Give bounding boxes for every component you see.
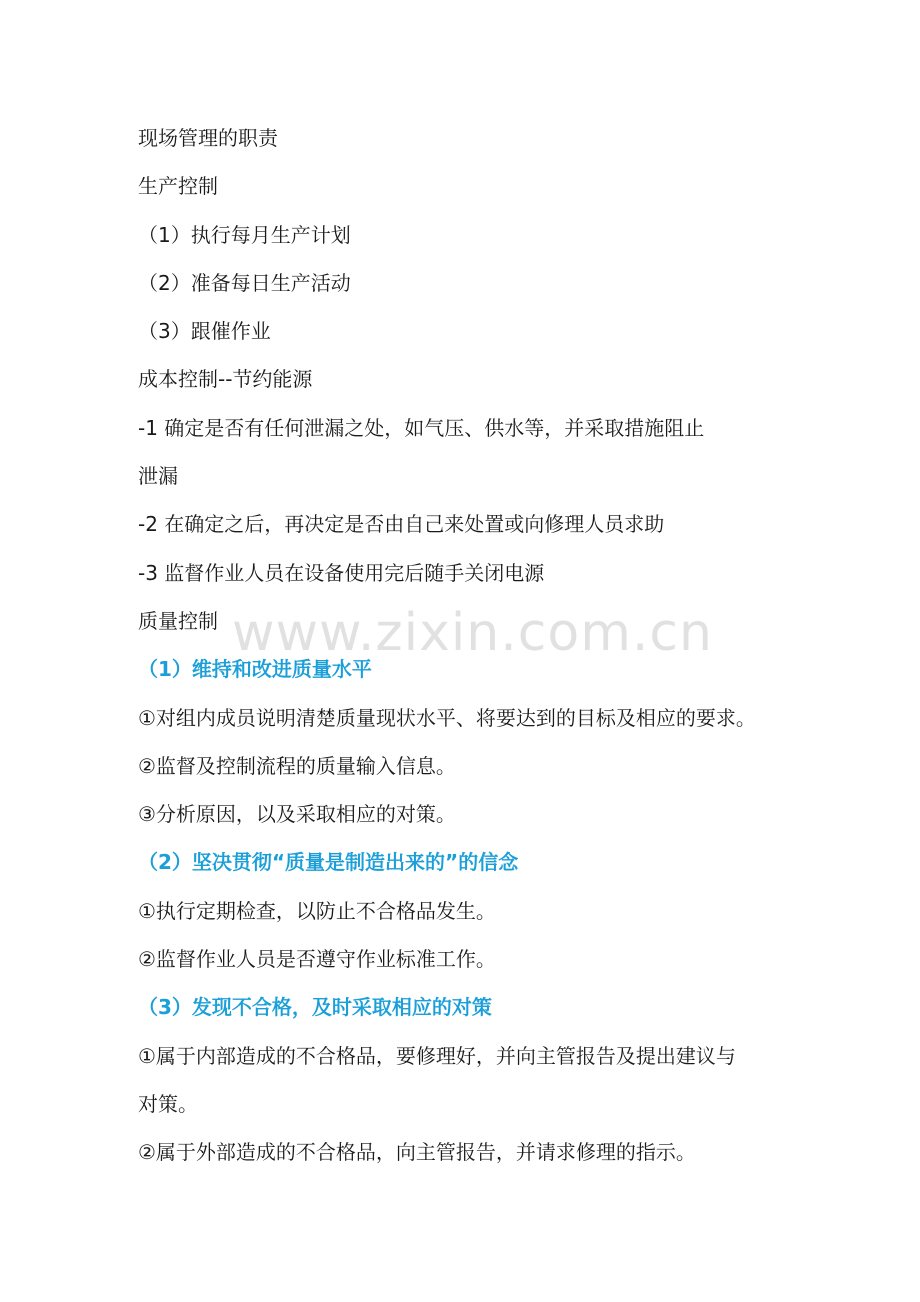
doc-title: 现场管理的职责 [138,126,278,150]
section-heading-production: 生产控制 [138,174,218,199]
list-item: ③分析原因，以及采取相应的对策。 [138,802,456,827]
watermark: www.zixin.com.cn [232,603,713,663]
list-item-continuation: 泄漏 [138,464,178,489]
subheading: （3）发现不合格，及时采取相应的对策 [138,995,492,1020]
document-body [138,118,798,1181]
list-item-continuation: 对策。 [138,1091,198,1116]
list-item: -3 监督作业人员在设备使用完后随手关闭电源 [138,560,545,585]
list-item: ①执行定期检查，以防止不合格品发生。 [138,898,496,923]
list-item: ①属于内部造成的不合格品，要修理好，并向主管报告及提出建议与 [138,1043,736,1068]
list-item: ②属于外部造成的不合格品，向主管报告，并请求修理的指示。 [138,1140,696,1165]
list-item: （1）执行每月生产计划 [138,222,351,247]
list-item: （2）准备每日生产活动 [138,270,351,295]
section-heading-quality: 质量控制 [138,608,218,633]
list-item: -1 确定是否有任何泄漏之处，如气压、供水等，并采取措施阻止 [138,415,705,440]
section-heading-cost: 成本控制--节约能源 [138,367,313,392]
list-item: ②监督及控制流程的质量输入信息。 [138,753,456,778]
list-item: -2 在确定之后，再决定是否由自己来处置或向修理人员求助 [138,512,665,537]
list-item: ②监督作业人员是否遵守作业标准工作。 [138,947,496,972]
subheading: （2）坚决贯彻“质量是制造出来的”的信念 [138,850,519,875]
list-item: （3）跟催作业 [138,319,271,344]
list-item: ①对组内成员说明清楚质量现状水平、将要达到的目标及相应的要求。 [138,705,756,730]
subheading: （1）维持和改进质量水平 [138,657,372,682]
